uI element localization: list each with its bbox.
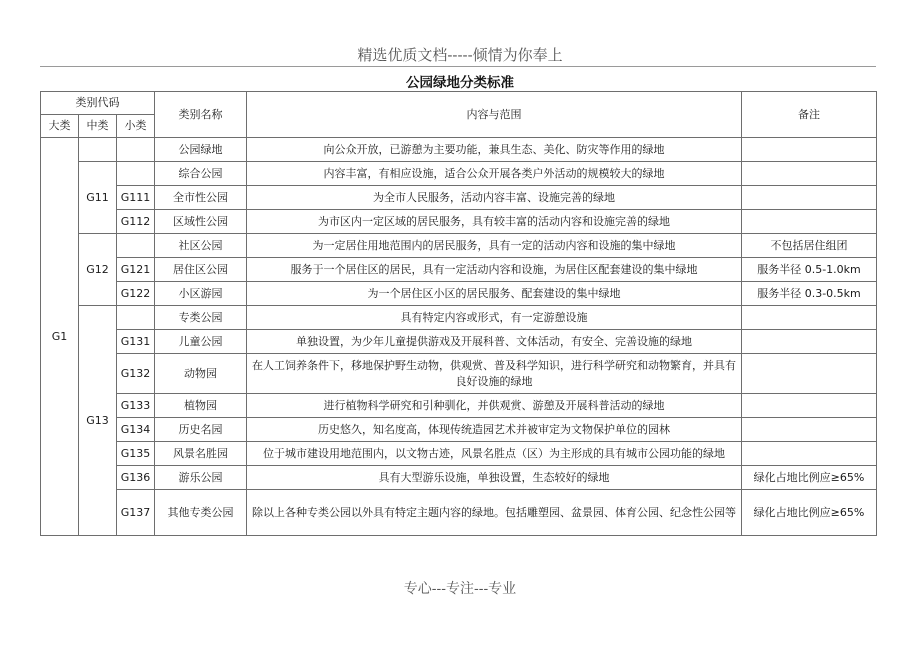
content-cell: 位于城市建设用地范围内，以文物古迹，风景名胜点（区）为主形成的具有城市公园功能的绿地: [247, 442, 742, 466]
minor-code-cell: [117, 138, 155, 162]
content-cell: 在人工饲养条件下，移地保护野生动物，供观赏、普及科学知识，进行科学研究和动物繁育，并具有良好设施的绿地: [247, 354, 742, 394]
table-row: [41, 258, 877, 282]
table-row: [41, 162, 877, 186]
minor-code-cell: G132: [117, 354, 155, 394]
header-content: 内容与范围: [247, 92, 742, 138]
table-row: [41, 186, 877, 210]
note-cell: 服务半径 0.5-1.0km: [742, 258, 877, 282]
category-name-cell: 综合公园: [155, 162, 247, 186]
content-cell: 具有特定内容或形式，有一定游憩设施: [247, 306, 742, 330]
note-cell: [742, 442, 877, 466]
note-cell: [742, 186, 877, 210]
category-name-cell: 历史名园: [155, 418, 247, 442]
category-name-cell: 小区游园: [155, 282, 247, 306]
page-header: 精选优质文档-----倾情为你奉上: [357, 46, 563, 64]
medium-code-cell: G12: [79, 234, 117, 306]
major-code-cell: G1: [41, 138, 79, 536]
note-cell: 不包括居住组团: [742, 234, 877, 258]
minor-code-cell: G121: [117, 258, 155, 282]
content-cell: 内容丰富，有相应设施，适合公众开展各类户外活动的规模较大的绿地: [247, 162, 742, 186]
content-cell: 服务于一个居住区的居民，具有一定活动内容和设施，为居住区配套建设的集中绿地: [247, 258, 742, 282]
minor-code-cell: G122: [117, 282, 155, 306]
note-cell: [742, 330, 877, 354]
minor-code-cell: G134: [117, 418, 155, 442]
table-row: [41, 330, 877, 354]
category-name-cell: 居住区公园: [155, 258, 247, 282]
minor-code-cell: [117, 306, 155, 330]
note-cell: 服务半径 0.3-0.5km: [742, 282, 877, 306]
minor-code-cell: G133: [117, 394, 155, 418]
content-cell: 为全市人民服务，活动内容丰富、设施完善的绿地: [247, 186, 742, 210]
header-minor: 小类: [117, 115, 155, 138]
content-cell: 向公众开放，已游憩为主要功能，兼具生态、美化、防灾等作用的绿地: [247, 138, 742, 162]
table-row: [41, 282, 877, 306]
table-row: [41, 442, 877, 466]
document-title: 公园绿地分类标准: [406, 75, 514, 91]
category-name-cell: 专类公园: [155, 306, 247, 330]
category-name-cell: 其他专类公园: [155, 490, 247, 536]
content-cell: 除以上各种专类公园以外具有特定主题内容的绿地。包括雕塑园、盆景园、体育公园、纪念性公园等: [247, 490, 742, 536]
category-name-cell: 公园绿地: [155, 138, 247, 162]
minor-code-cell: G135: [117, 442, 155, 466]
medium-code-cell: G13: [79, 306, 117, 536]
header-divider: [40, 66, 876, 67]
content-cell: 单独设置，为少年儿童提供游戏及开展科普、文体活动，有安全、完善设施的绿地: [247, 330, 742, 354]
note-cell: [742, 394, 877, 418]
header-code-group: 类别代码: [41, 92, 155, 115]
table-row: [41, 394, 877, 418]
note-cell: [742, 306, 877, 330]
minor-code-cell: [117, 234, 155, 258]
note-cell: [742, 210, 877, 234]
table-row: [41, 306, 877, 330]
classification-table: [40, 91, 877, 536]
category-name-cell: 全市性公园: [155, 186, 247, 210]
note-cell: 绿化占地比例应≥65%: [742, 490, 877, 536]
medium-code-cell: G11: [79, 162, 117, 234]
minor-code-cell: G111: [117, 186, 155, 210]
header-note: 备注: [742, 92, 877, 138]
header-major: 大类: [41, 115, 79, 138]
header-name: 类别名称: [155, 92, 247, 138]
note-cell: [742, 138, 877, 162]
note-cell: [742, 354, 877, 394]
minor-code-cell: G136: [117, 466, 155, 490]
note-cell: [742, 418, 877, 442]
content-cell: 历史悠久，知名度高，体现传统造园艺术并被审定为文物保护单位的园林: [247, 418, 742, 442]
category-name-cell: 风景名胜园: [155, 442, 247, 466]
content-cell: 为一定居住用地范围内的居民服务，具有一定的活动内容和设施的集中绿地: [247, 234, 742, 258]
note-cell: [742, 162, 877, 186]
table-row: [41, 418, 877, 442]
category-name-cell: 植物园: [155, 394, 247, 418]
table-row: [41, 210, 877, 234]
minor-code-cell: G112: [117, 210, 155, 234]
content-cell: 进行植物科学研究和引种驯化，并供观赏、游憩及开展科普活动的绿地: [247, 394, 742, 418]
category-name-cell: 区域性公园: [155, 210, 247, 234]
content-cell: 为市区内一定区域的居民服务，具有较丰富的活动内容和设施完善的绿地: [247, 210, 742, 234]
table-row: [41, 138, 877, 162]
header-medium: 中类: [79, 115, 117, 138]
category-name-cell: 社区公园: [155, 234, 247, 258]
category-name-cell: 动物园: [155, 354, 247, 394]
content-cell: 具有大型游乐设施，单独设置，生态较好的绿地: [247, 466, 742, 490]
minor-code-cell: G137: [117, 490, 155, 536]
table-row: [41, 466, 877, 490]
note-cell: 绿化占地比例应≥65%: [742, 466, 877, 490]
content-cell: 为一个居住区小区的居民服务、配套建设的集中绿地: [247, 282, 742, 306]
table-row: [41, 490, 877, 536]
category-name-cell: 儿童公园: [155, 330, 247, 354]
table-row: [41, 354, 877, 394]
minor-code-cell: [117, 162, 155, 186]
table-row: [41, 234, 877, 258]
medium-code-cell: [79, 138, 117, 162]
page-footer: 专心---专注---专业: [403, 581, 517, 597]
minor-code-cell: G131: [117, 330, 155, 354]
category-name-cell: 游乐公园: [155, 466, 247, 490]
